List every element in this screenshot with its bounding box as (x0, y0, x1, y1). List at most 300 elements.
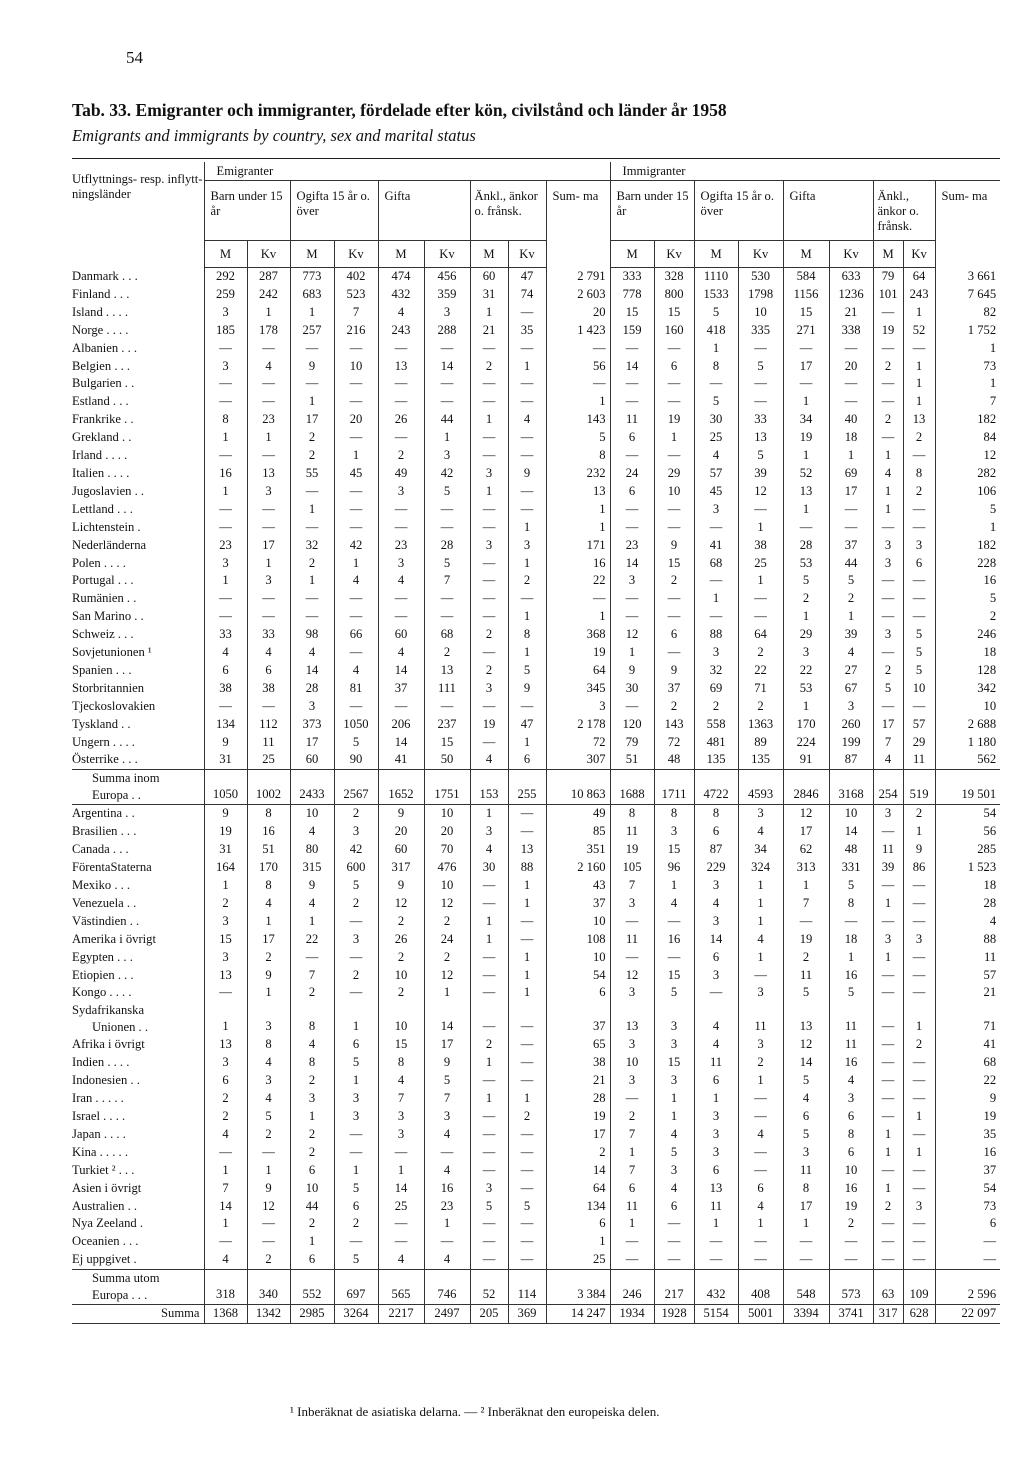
table-cell: 20 (424, 823, 470, 841)
table-cell: — (873, 1162, 903, 1180)
table-cell: 22 (738, 662, 783, 680)
table-cell: 10 (290, 805, 334, 823)
table-cell: — (508, 393, 546, 411)
table-cell: 548 (783, 1270, 829, 1305)
table-cell: 9 (508, 465, 546, 483)
table-cell: 10 (334, 358, 378, 376)
table-cell: 3 384 (546, 1270, 610, 1305)
table-cell: 17 (546, 1126, 610, 1144)
table-cell: 29 (903, 734, 935, 752)
table-cell: 1 (508, 555, 546, 573)
table-cell: — (738, 1251, 783, 1269)
table-cell: 1 (247, 555, 290, 573)
table-cell: 1 (290, 393, 334, 411)
table-cell: 25 (694, 429, 738, 447)
sex-header-kv: Kv (829, 241, 873, 268)
table-cell: 2 (546, 1144, 610, 1162)
table-cell: 7 (610, 1126, 654, 1144)
table-cell: 88 (694, 626, 738, 644)
table-cell: 7 (424, 1090, 470, 1108)
page-number: 54 (126, 48, 143, 67)
table-cell: 1688 (610, 770, 654, 805)
table-cell: 2 (470, 626, 508, 644)
row-label: Island . . . . (72, 304, 128, 319)
table-cell: 6 (903, 555, 935, 573)
table-cell: 2 (783, 949, 829, 967)
table-cell: 3394 (783, 1305, 829, 1324)
table-cell: 3 (424, 447, 470, 465)
table-cell: 42 (334, 537, 378, 555)
table-cell: 5 (903, 626, 935, 644)
table-cell: 6 (508, 751, 546, 769)
table-cell: 1798 (738, 286, 783, 304)
emi-ankl-header: Änkl., änkor o. frånsk. (470, 181, 546, 241)
row-label: San Marino . . (72, 609, 144, 624)
table-cell: 257 (290, 322, 334, 340)
table-cell: 1 (378, 1162, 424, 1180)
table-cell: 34 (783, 411, 829, 429)
table-cell: — (470, 967, 508, 985)
table-cell: 79 (610, 734, 654, 752)
table-cell: 243 (903, 286, 935, 304)
table-cell: 3 (204, 949, 247, 967)
table-cell: 91 (783, 751, 829, 769)
table-cell: 1652 (378, 770, 424, 805)
table-cell: 5 (508, 1198, 546, 1216)
table-title: Tab. 33. Emigranter och immigranter, fördelade efter kön, civilstånd och länder år 1958 (72, 100, 727, 120)
table-cell: — (694, 572, 738, 590)
table-cell: 4 (247, 358, 290, 376)
row-label: Finland . . . (72, 286, 130, 301)
row-label-line1: Summa utom (92, 1271, 160, 1286)
table-cell: 1928 (654, 1305, 694, 1324)
row-label: Israel . . . . (72, 1108, 126, 1123)
table-cell: 2 (334, 805, 378, 823)
table-cell: — (378, 429, 424, 447)
table-cell: 21 (935, 984, 1000, 1002)
table-cell: 13 (204, 1036, 247, 1054)
table-cell: 4 (694, 1036, 738, 1054)
table-cell: 331 (829, 859, 873, 877)
table-cell: 3 (873, 626, 903, 644)
table-cell: 1 (903, 1002, 935, 1036)
table-cell: 1 (508, 608, 546, 626)
row-label: Italien . . . . (72, 465, 130, 480)
table-cell: 1 (247, 304, 290, 322)
table-cell: 2 (903, 1036, 935, 1054)
table-cell: — (610, 913, 654, 931)
table-cell: 64 (546, 662, 610, 680)
table-cell: — (738, 1162, 783, 1180)
table-cell: 1 (738, 1215, 783, 1233)
table-cell: 1 (903, 393, 935, 411)
table-cell: 10 (424, 805, 470, 823)
table-cell: 2 (378, 447, 424, 465)
table-cell: 13 (508, 841, 546, 859)
table-cell: 5 (738, 447, 783, 465)
table-cell: 13 (738, 429, 783, 447)
table-cell: 164 (204, 859, 247, 877)
table-cell: 10 (935, 698, 1000, 716)
emi-gifta-header: Gifta (378, 181, 470, 241)
table-cell: — (470, 698, 508, 716)
table-cell: 1 (508, 734, 546, 752)
table-cell: 1533 (694, 286, 738, 304)
table-cell: 4 (829, 1072, 873, 1090)
table-cell: 11 (783, 1162, 829, 1180)
table-cell: 50 (424, 751, 470, 769)
table-cell: 28 (424, 537, 470, 555)
table-cell: 1050 (334, 716, 378, 734)
table-cell: — (873, 1002, 903, 1036)
table-cell: — (738, 375, 783, 393)
table-row (72, 895, 1000, 913)
table-cell: 134 (204, 716, 247, 734)
sex-header-kv: Kv (508, 241, 546, 268)
table-cell: 30 (610, 680, 654, 698)
table-cell: — (903, 340, 935, 358)
table-cell: — (470, 984, 508, 1002)
table-cell: — (873, 913, 903, 931)
table-cell: 3264 (334, 1305, 378, 1324)
table-cell: — (470, 895, 508, 913)
table-cell: 2 (829, 1215, 873, 1233)
table-cell: 9 (935, 1090, 1000, 1108)
table-cell: 2 (610, 1108, 654, 1126)
table-cell: — (470, 555, 508, 573)
table-cell: 14 (424, 358, 470, 376)
table-cell: — (470, 447, 508, 465)
table-cell: 6 (694, 1072, 738, 1090)
sex-header-kv: Kv (334, 241, 378, 268)
table-cell: 23 (378, 537, 424, 555)
table-cell: 5154 (694, 1305, 738, 1324)
table-cell: — (610, 949, 654, 967)
table-cell: 1 (610, 1144, 654, 1162)
table-cell: 4 (290, 644, 334, 662)
table-cell: 5 (654, 984, 694, 1002)
table-cell: 2 (424, 644, 470, 662)
table-cell: — (334, 698, 378, 716)
table-cell: 11 (694, 1198, 738, 1216)
table-cell: 565 (378, 1270, 424, 1305)
table-cell: 42 (334, 841, 378, 859)
table-cell: 3 (470, 465, 508, 483)
table-cell: — (424, 375, 470, 393)
table-cell: 56 (935, 823, 1000, 841)
table-cell: — (783, 913, 829, 931)
table-cell: — (610, 375, 654, 393)
table-cell: — (610, 608, 654, 626)
table-cell: 2 (204, 895, 247, 913)
table-cell: 8 (829, 895, 873, 913)
sex-header-m: M (204, 241, 247, 268)
table-cell: 2 (470, 358, 508, 376)
table-cell: 9 (654, 662, 694, 680)
table-cell: 8 (546, 447, 610, 465)
table-cell: 68 (935, 1054, 1000, 1072)
table-cell: 1 (290, 1108, 334, 1126)
table-cell: — (334, 1144, 378, 1162)
table-cell: 32 (290, 537, 334, 555)
table-cell: 224 (783, 734, 829, 752)
table-cell: — (247, 501, 290, 519)
table-cell: 54 (935, 1180, 1000, 1198)
table-cell: — (334, 1233, 378, 1251)
table-cell: 9 (247, 1180, 290, 1198)
table-cell: 1 (783, 608, 829, 626)
row-label: Iran . . . . . (72, 1091, 124, 1106)
table-cell: 28 (783, 537, 829, 555)
table-cell: 3 (470, 680, 508, 698)
row-label: Spanien . . . (72, 662, 132, 677)
table-cell: — (903, 984, 935, 1002)
table-cell: 13 (903, 411, 935, 429)
table-cell: — (204, 501, 247, 519)
row-label: Österrike . . . (72, 752, 138, 767)
table-cell: 1 (204, 429, 247, 447)
table-cell: 1 (738, 949, 783, 967)
table-cell: 1 (654, 1108, 694, 1126)
table-cell: 10 (424, 877, 470, 895)
table-cell: 4 (738, 1198, 783, 1216)
table-cell: 1 (204, 877, 247, 895)
table-row (72, 931, 1000, 949)
table-cell: 2 (738, 698, 783, 716)
table-cell: — (508, 805, 546, 823)
table-cell: 242 (247, 286, 290, 304)
table-cell: 1368 (204, 1305, 247, 1324)
table-cell: 13 (783, 483, 829, 501)
table-cell: — (873, 340, 903, 358)
table-cell: 5 (903, 662, 935, 680)
row-label: Argentina . . (72, 806, 135, 821)
table-cell: 3 (247, 483, 290, 501)
table-row (72, 1198, 1000, 1216)
statistics-table (72, 162, 1000, 1324)
table-cell: 373 (290, 716, 334, 734)
table-cell: 9 (290, 877, 334, 895)
sex-header-m: M (783, 241, 829, 268)
table-cell: — (470, 340, 508, 358)
table-cell: 33 (738, 411, 783, 429)
table-cell: 34 (738, 841, 783, 859)
table-cell: 35 (508, 322, 546, 340)
table-cell: 3 (783, 644, 829, 662)
table-cell: 87 (829, 751, 873, 769)
table-cell: 8 (290, 1054, 334, 1072)
table-cell: — (470, 1144, 508, 1162)
table-cell: — (873, 1215, 903, 1233)
table-cell: 335 (738, 322, 783, 340)
table-cell: 2 (290, 555, 334, 573)
table-cell: 1 (424, 984, 470, 1002)
table-cell: 2 (694, 698, 738, 716)
table-cell: — (508, 1251, 546, 1269)
table-cell: 38 (546, 1054, 610, 1072)
table-cell: 9 (508, 680, 546, 698)
table-cell: 5 (873, 680, 903, 698)
row-label: Belgien . . . (72, 358, 131, 373)
table-cell: — (204, 590, 247, 608)
table-cell: 44 (424, 411, 470, 429)
table-cell: 12 (424, 895, 470, 913)
table-cell: — (873, 375, 903, 393)
table-cell: 22 (546, 572, 610, 590)
emi-ogifta-header: Ogifta 15 år o. över (290, 181, 378, 241)
table-cell: — (247, 1215, 290, 1233)
table-cell: 182 (935, 411, 1000, 429)
table-cell: 11 (610, 931, 654, 949)
table-row (72, 877, 1000, 895)
table-row (72, 322, 1000, 340)
table-cell: — (204, 340, 247, 358)
table-cell: 12 (610, 626, 654, 644)
table-cell: 14 (424, 1002, 470, 1036)
table-cell: 5 (694, 304, 738, 322)
table-cell: — (378, 1144, 424, 1162)
table-cell: 10 (290, 1180, 334, 1198)
table-cell: 2 (738, 1054, 783, 1072)
table-cell: 1 (204, 1215, 247, 1233)
table-cell: — (470, 501, 508, 519)
table-cell: 72 (546, 734, 610, 752)
table-cell: 9 (424, 1054, 470, 1072)
table-row (72, 967, 1000, 985)
table-cell: — (873, 1054, 903, 1072)
table-cell: — (334, 1126, 378, 1144)
table-cell: 73 (935, 358, 1000, 376)
table-cell: 5 (334, 734, 378, 752)
row-label: Estland . . . (72, 394, 129, 409)
table-cell: 3 (783, 1144, 829, 1162)
table-cell: 12 (783, 1036, 829, 1054)
table-cell: 13 (378, 358, 424, 376)
table-cell: 4 (247, 1054, 290, 1072)
table-cell: 101 (873, 286, 903, 304)
table-cell: 20 (334, 411, 378, 429)
table-cell: — (508, 823, 546, 841)
table-cell: — (738, 1233, 783, 1251)
table-cell: — (610, 698, 654, 716)
table-cell: 11 (610, 411, 654, 429)
table-cell: 1 (508, 644, 546, 662)
table-cell: 1002 (247, 770, 290, 805)
table-cell: 2 (290, 1144, 334, 1162)
table-cell: — (334, 483, 378, 501)
table-cell: 21 (546, 1072, 610, 1090)
table-cell: 292 (204, 268, 247, 286)
table-cell: 73 (935, 1198, 1000, 1216)
table-cell: — (654, 501, 694, 519)
table-cell: 5 (424, 555, 470, 573)
table-cell: 600 (334, 859, 378, 877)
table-cell: 5 (783, 1126, 829, 1144)
table-cell: 1 (334, 1002, 378, 1036)
table-cell: 1 (873, 1180, 903, 1198)
table-row (72, 823, 1000, 841)
table-cell: — (470, 1002, 508, 1036)
table-cell: 5 (829, 572, 873, 590)
table-cell: — (903, 572, 935, 590)
table-cell: 1 (738, 913, 783, 931)
table-cell: — (247, 393, 290, 411)
table-cell: 10 (610, 1054, 654, 1072)
table-cell: 5 (783, 1072, 829, 1090)
table-cell: 11 (738, 1002, 783, 1036)
table-cell: 1 (334, 555, 378, 573)
table-cell: 11 (829, 1036, 873, 1054)
table-cell: — (783, 519, 829, 537)
table-cell: 8 (247, 1036, 290, 1054)
table-cell: 171 (546, 537, 610, 555)
table-cell: 37 (378, 680, 424, 698)
table-cell: 22 (783, 662, 829, 680)
table-cell: — (247, 608, 290, 626)
table-cell: 14 (290, 662, 334, 680)
table-cell: 3 (610, 572, 654, 590)
table-cell: 1 (903, 1108, 935, 1126)
table-cell: 13 (783, 1002, 829, 1036)
table-cell: 1 (470, 913, 508, 931)
table-cell: — (470, 1162, 508, 1180)
table-cell: — (829, 340, 873, 358)
table-cell: — (508, 1072, 546, 1090)
table-cell: 15 (424, 734, 470, 752)
table-cell: 15 (654, 304, 694, 322)
table-cell: — (903, 1072, 935, 1090)
table-cell: — (334, 590, 378, 608)
row-label: Kina . . . . . (72, 1144, 128, 1159)
table-cell: 25 (738, 555, 783, 573)
table-cell: — (204, 608, 247, 626)
table-cell: 22 (935, 1072, 1000, 1090)
table-cell: 259 (204, 286, 247, 304)
table-row (72, 572, 1000, 590)
table-cell: 89 (738, 734, 783, 752)
table-cell: 37 (935, 1162, 1000, 1180)
row-label: Norge . . . . (72, 322, 129, 337)
table-cell: 19 501 (935, 770, 1000, 805)
table-cell: 1 (738, 572, 783, 590)
table-cell: 2 (829, 590, 873, 608)
table-cell: 109 (903, 1270, 935, 1305)
table-cell: — (424, 340, 470, 358)
table-cell: — (247, 519, 290, 537)
table-cell: 5 (508, 662, 546, 680)
table-cell: 120 (610, 716, 654, 734)
table-cell: 6 (546, 1215, 610, 1233)
table-cell: 52 (470, 1270, 508, 1305)
table-cell: 1 (935, 519, 1000, 537)
sex-header-m: M (290, 241, 334, 268)
table-cell: — (424, 1144, 470, 1162)
table-row (72, 751, 1000, 769)
table-cell: 14 (610, 358, 654, 376)
table-cell: 70 (424, 841, 470, 859)
table-cell: — (694, 1251, 738, 1269)
table-cell: 205 (470, 1305, 508, 1324)
table-cell: 1363 (738, 716, 783, 734)
row-label: Australien . . (72, 1198, 138, 1213)
table-cell: 1 (470, 1054, 508, 1072)
table-cell: 3 (873, 805, 903, 823)
table-cell: 1 (546, 608, 610, 626)
table-cell: 12 (738, 483, 783, 501)
table-cell: 333 (610, 268, 654, 286)
table-cell: 39 (738, 465, 783, 483)
table-cell: — (903, 1233, 935, 1251)
